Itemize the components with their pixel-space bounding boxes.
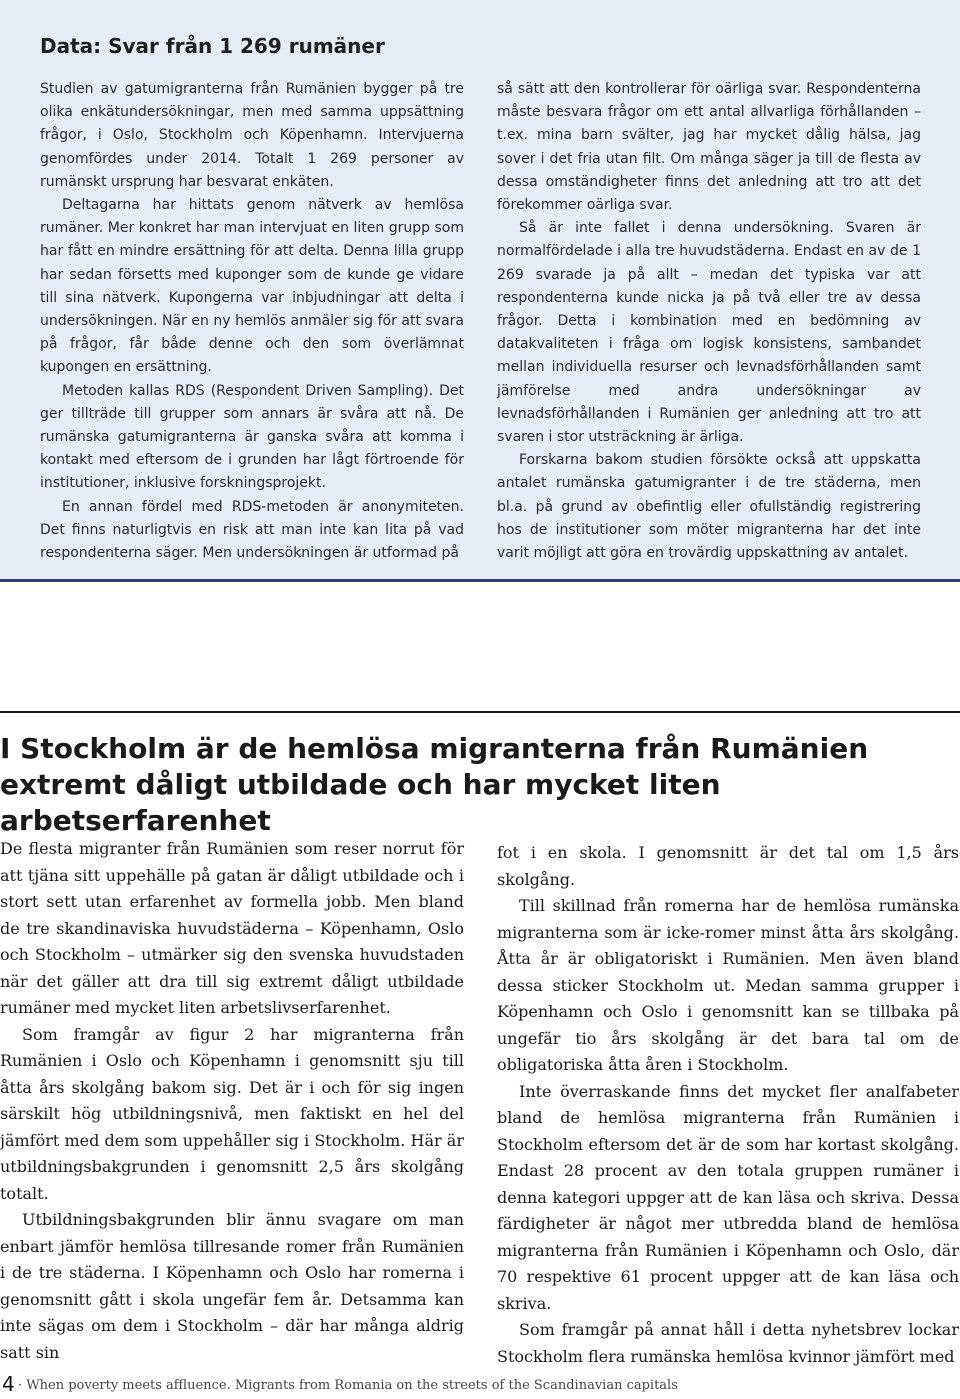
box-right-column [497, 78, 921, 565]
article-headline: I Stockholm är de hemlösa migranterna från Rumänien extremt dåligt utbildade och har mycket liten arbetserfarenhet [0, 732, 869, 837]
page-footer [0, 1372, 960, 1396]
box-paragraph: Metoden kallas RDS (Respondent Driven Sampling). Det ger tillträde till grupper som annars är svåra att nå. De rumänska gatumigranterna är ganska svåra att komma i kontakt med eftersom de i grunden har lågt förtroende för institutioner, inklusive forskningsprojekt. [40, 382, 464, 492]
article-right-column [497, 840, 959, 1370]
box-paragraph: så sätt att den kontrollerar för oärliga svar. Respondenterna måste besvara frågor om ett antal allvarliga förhållanden – t.ex. mina barn svälter, jag har mycket dålig hälsa, jag sover i det fria utan filt. Om många säger ja till de flesta av dessa omständigheter finns det anledning att tro att det förekommer oärliga svar. [497, 81, 921, 214]
box-left-column [40, 78, 464, 565]
footer-text: · When poverty meets affluence. Migrants from Romania on the streets of the Scandinavian capitals [18, 1378, 678, 1393]
box-paragraph: Så är inte fallet i denna undersökning. Svaren är normalfördelade i alla tre huvudstäderna. Endast en av de 1 269 svarade ja på allt – medan det typiska var att respondenterna kunde nicka ja på två eller tre av dessa frågor. Detta i kombination med en bedömning av datakvaliteten i fråga om logisk konsistens, sambandet mellan individuella resurser och levnadsförhållanden samt jämförelse med andra undersökningar av levnadsförhållanden i Rumänien ger anledning att tro att svaren i stor utsträckning är ärliga. [497, 220, 921, 446]
box-paragraph: En annan fördel med RDS-metoden är anonymiteten. Det finns naturligtvis en risk att man inte kan lita på vad respondenterna säger. Men undersökningen är utformad på [40, 498, 464, 562]
article-paragraph: Som framgår på annat håll i detta nyhetsbrev lockar Stockholm flera rumänska hemlösa kvinnor jämfört med [497, 1320, 959, 1366]
box-title: Data: Svar från 1 269 rumäner [40, 34, 385, 58]
page-number: 4 [2, 1372, 15, 1396]
article-paragraph: Till skillnad från romerna har de hemlösa rumänska migranterna som är icke-romer minst åtta års skolgång. Åtta år är obligatoriskt i Rumänien. Men även bland dessa sticker Stockholm ut. Medan samma grupper i Köpenhamn och Oslo i genomsnitt kan se tillbaka på ungefär tio års skolgång är det bara tal om de obligatoriska åtta åren i Stockholm. [497, 896, 959, 1074]
article-paragraph: Inte överraskande finns det mycket fler analfabeter bland de hemlösa migranterna från Rumänien i Stockholm eftersom det är de som har kortast skolgång. Endast 28 procent av den totala gruppen rumäner i denna kategori uppger att de kan läsa och skriva. Dessa färdigheter är något mer utbredda bland de hemlösa migranterna från Rumänien i Köpenhamn och Oslo, där 70 respektive 61 procent uppger att de kan läsa och skriva. [497, 1081, 959, 1313]
article-left-column [0, 836, 464, 1366]
article-paragraph: fot i en skola. I genomsnitt är det tal om 1,5 års skolgång. [497, 843, 959, 889]
box-paragraph: Forskarna bakom studien försökte också att uppskatta antalet rumänska gatumigranter i de tre städerna, men bl.a. på grund av obefintlig eller ofullständig registrering hos de institutioner som möter migranterna har det inte varit möjligt att göra en trovärdig uppskattning av antalet. [497, 452, 921, 562]
article-paragraph: De flesta migranter från Rumänien som reser norrut för att tjäna sitt uppehälle på gatan är dåligt utbildade och i stort sett utan erfarenhet av formella jobb. Men bland de tre skandinaviska huvudstäderna – Köpenhamn, Oslo och Stockholm – utmärker sig den svenska huvudstaden när det gäller att dra till sig extremt dåligt utbildade rumäner med mycket liten arbetslivserfarenhet. [0, 839, 464, 1017]
section-divider [0, 711, 960, 713]
box-paragraph: Deltagarna har hittats genom nätverk av hemlösa rumäner. Mer konkret har man intervjuat en liten grupp som har fått en mindre ersättning för att delta. Denna lilla grupp har sedan försetts med kuponger som de kunde ge vidare till sina nätverk. Kupongerna var inbjudningar att delta i undersökningen. När en ny hemlös anmäler sig för att svara på frågor, får både denne och den som överlämnat kupongen en ersättning. [40, 197, 464, 376]
article-paragraph: Utbildningsbakgrunden blir ännu svagare om man enbart jämför hemlösa tillresande romer från Rumänien i de tre städerna. I Köpenhamn och Oslo har romerna i genomsnitt gått i skola ungefär fem år. Detsamma kan inte sägas om dem i Stockholm – där har många aldrig satt sin [0, 1210, 464, 1362]
article-paragraph: Som framgår av figur 2 har migranterna från Rumänien i Oslo och Köpenhamn i genomsnitt sju till åtta års skolgång bakom sig. Det är i och för sig ingen särskilt hög utbildningsnivå, men faktiskt en hel del jämfört med dem som uppehåller sig i Stockholm. Här är utbildningsbakgrunden i genomsnitt 2,5 års skolgång totalt. [0, 1024, 464, 1203]
data-box [0, 0, 960, 582]
box-paragraph: Studien av gatumigranterna från Rumänien bygger på tre olika enkätundersökningar, men med samma uppsättning frågor, i Oslo, Stockholm och Köpenhamn. Intervjuerna genomfördes under 2014. Totalt 1 269 personer av rumänskt ursprung har besvarat enkäten. [40, 81, 464, 190]
